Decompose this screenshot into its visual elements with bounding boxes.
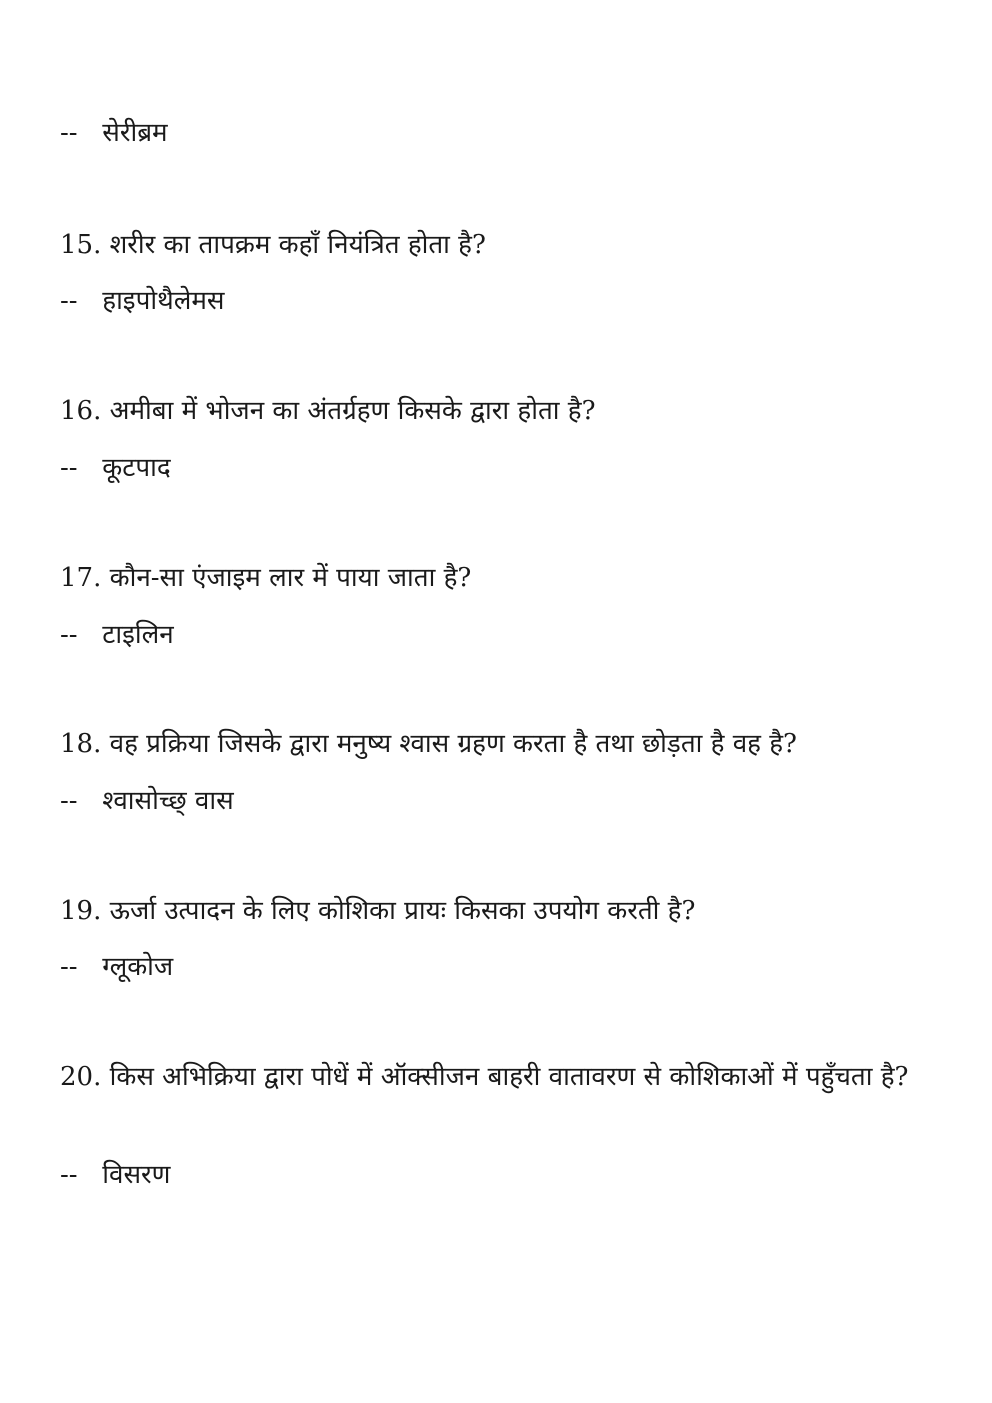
answer-16 (60, 447, 930, 489)
answer-prefix: -- (60, 952, 78, 982)
question-15: 15. शरीर का तापक्रम कहाँ नियंत्रित होता है? (60, 230, 486, 260)
answer-text: कूटपाद (102, 453, 171, 483)
answer-prefix: -- (60, 1160, 78, 1190)
answer-text: टाइलिन (102, 620, 174, 650)
answer-14 (60, 112, 930, 154)
answer-text: हाइपोथैलेमस (102, 286, 225, 316)
question-19: 19. ऊर्जा उत्पादन के लिए कोशिका प्रायः किसका उपयोग करती है? (60, 896, 696, 926)
answer-text: श्वासोच्छ् वास (102, 786, 234, 816)
answer-prefix: -- (60, 453, 78, 483)
question-18: 18. वह प्रक्रिया जिसके द्वारा मनुष्य श्वास ग्रहण करता है तथा छोड़ता है वह है? (60, 729, 797, 759)
answer-18 (60, 780, 930, 822)
question-20: 20. किस अभिक्रिया द्वारा पोधें में ऑक्सीजन बाहरी वातावरण से कोशिकाओं में पहुँचता है? (60, 1062, 909, 1092)
answer-15 (60, 280, 930, 322)
question-17: 17. कौन-सा एंजाइम लार में पाया जाता है? (60, 563, 472, 593)
answer-text: विसरण (102, 1160, 171, 1190)
answer-prefix: -- (60, 786, 78, 816)
answer-text: सेरीब्रम (102, 118, 168, 148)
answer-prefix: -- (60, 286, 78, 316)
answer-17 (60, 614, 930, 656)
answer-prefix: -- (60, 118, 78, 148)
answer-text: ग्लूकोज (102, 952, 174, 982)
question-16: 16. अमीबा में भोजन का अंतर्ग्रहण किसके द्वारा होता है? (60, 396, 596, 426)
answer-19 (60, 946, 930, 988)
answer-20 (60, 1154, 930, 1196)
answer-prefix: -- (60, 620, 78, 650)
